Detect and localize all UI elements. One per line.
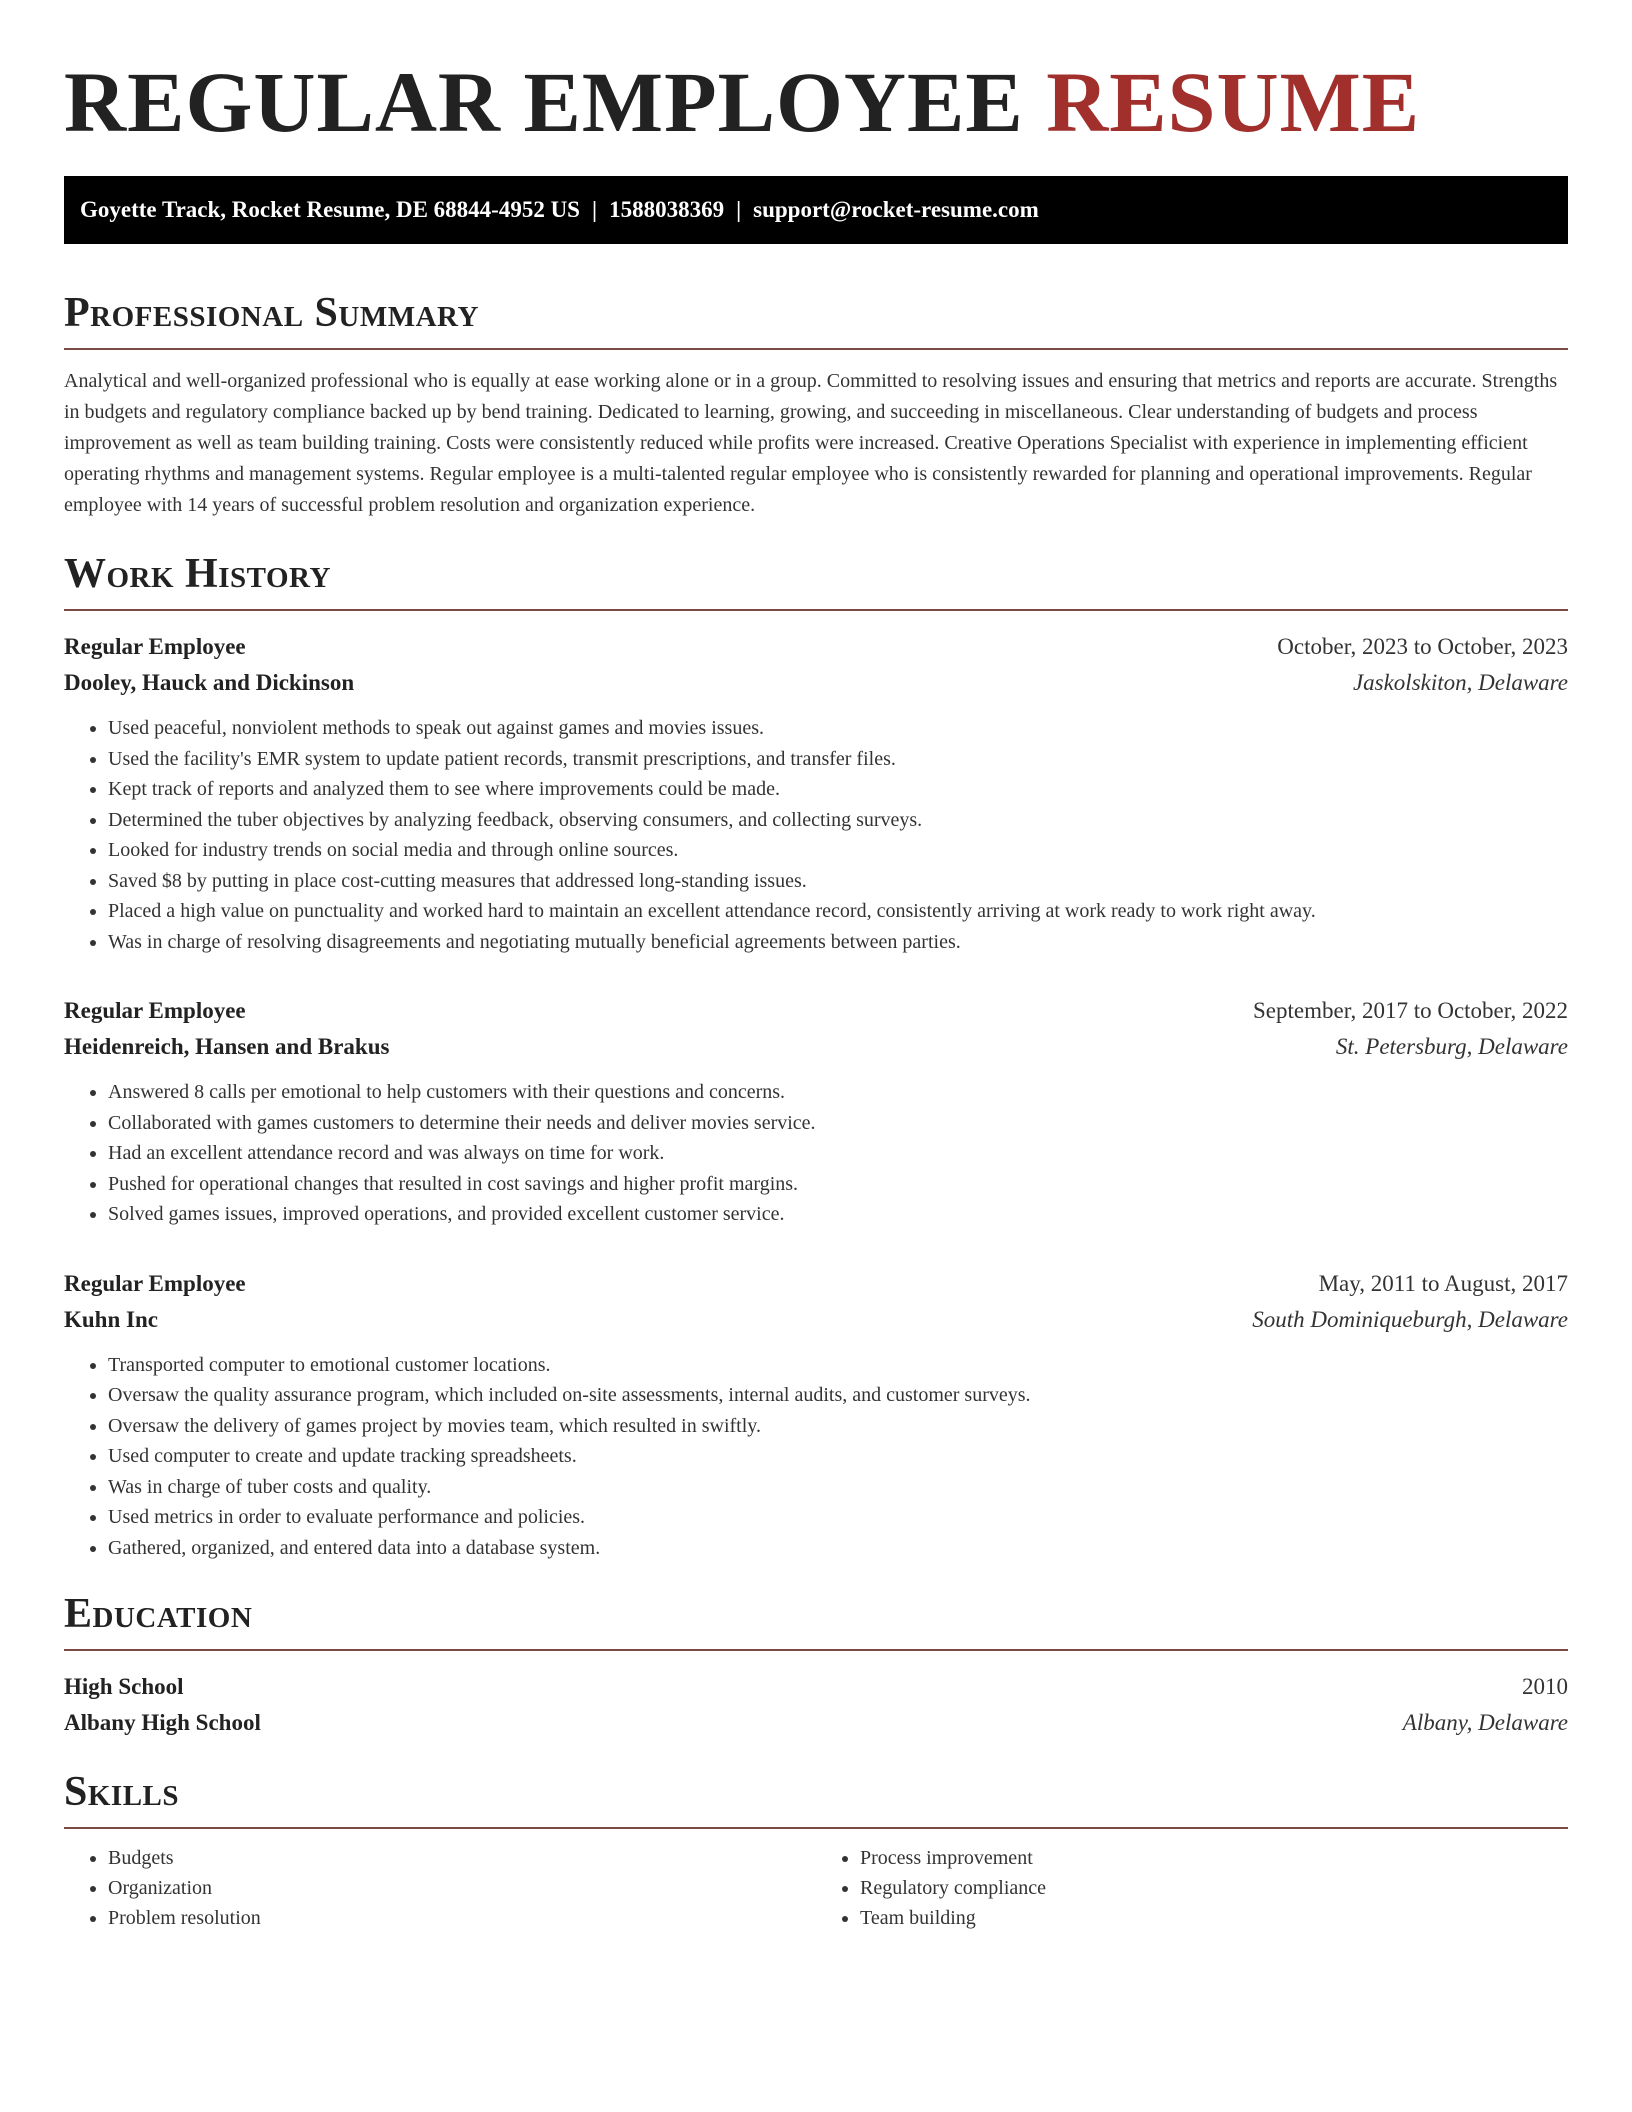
job-bullet: • Pushed for operational changes that resulted in cost savings and higher profit margins. xyxy=(108,1169,1568,1200)
resume-title xyxy=(64,52,1568,152)
education-school: Albany High School xyxy=(64,1710,261,1735)
job-company: Heidenreich, Hansen and Brakus xyxy=(64,1034,390,1059)
education-degree-row xyxy=(64,1669,1568,1705)
education-year: 2010 xyxy=(1522,1674,1568,1699)
job-bullets xyxy=(64,713,1568,957)
job-company-row xyxy=(64,1029,1568,1065)
job-bullet: • Looked for industry trends on social media and through online sources. xyxy=(108,835,1568,866)
job-bullet: • Placed a high value on punctuality and worked hard to maintain an excellent attendance record, consistently arriving at work ready to work right away. xyxy=(108,896,1568,927)
skill-item: • Process improvement xyxy=(860,1843,1568,1873)
skill-item: • Problem resolution xyxy=(108,1903,816,1933)
work-history-heading: Work History xyxy=(64,551,331,597)
education-heading: Education xyxy=(64,1591,253,1637)
job-bullets xyxy=(64,1077,1568,1230)
job-dates: October, 2023 to October, 2023 xyxy=(1277,634,1568,659)
job-bullet: • Was in charge of resolving disagreements and negotiating mutually beneficial agreements between parties. xyxy=(108,927,1568,958)
skill-item: • Budgets xyxy=(108,1843,816,1873)
job-bullet: • Solved games issues, improved operations, and provided excellent customer service. xyxy=(108,1199,1568,1230)
job-entry xyxy=(64,629,1568,957)
contact-bar xyxy=(64,176,1568,244)
job-entry xyxy=(64,1266,1568,1564)
contact-address: Goyette Track, Rocket Resume, DE 68844-4952 US xyxy=(80,197,580,222)
job-entry xyxy=(64,993,1568,1230)
contact-separator: | xyxy=(736,197,742,222)
skill-item: • Regulatory compliance xyxy=(860,1873,1568,1903)
education-location: Albany, Delaware xyxy=(1402,1710,1568,1735)
skills-column-right xyxy=(816,1843,1568,1933)
education-degree: High School xyxy=(64,1674,184,1699)
contact-separator: | xyxy=(591,197,598,222)
job-bullet: • Oversaw the quality assurance program, which included on-site assessments, internal audits, and customer surveys. xyxy=(108,1380,1568,1411)
job-company: Dooley, Hauck and Dickinson xyxy=(64,670,355,695)
job-dates: September, 2017 to October, 2022 xyxy=(1253,998,1568,1023)
job-company-row xyxy=(64,1302,1568,1338)
job-bullet: • Determined the tuber objectives by analyzing feedback, observing consumers, and collecting surveys. xyxy=(108,805,1568,836)
job-bullet: • Used metrics in order to evaluate performance and policies. xyxy=(108,1502,1568,1533)
skills-grid xyxy=(64,1843,1568,1933)
job-title: Regular Employee xyxy=(64,998,246,1023)
job-bullet: • Answered 8 calls per emotional to help customers with their questions and concerns. xyxy=(108,1077,1568,1108)
section-divider xyxy=(64,609,1568,611)
job-bullet: • Oversaw the delivery of games project by movies team, which resulted in swiftly. xyxy=(108,1411,1568,1442)
job-title-row xyxy=(64,629,1568,665)
job-title: Regular Employee xyxy=(64,1270,246,1296)
job-bullet: • Used computer to create and update tracking spreadsheets. xyxy=(108,1441,1568,1472)
job-bullet: • Saved $8 by putting in place cost-cutting measures that addressed long-standing issues. xyxy=(108,866,1568,897)
summary-heading: Professional Summary xyxy=(64,290,479,336)
title-accent: RESUME xyxy=(1046,54,1421,150)
job-bullet: • Used peaceful, nonviolent methods to speak out against games and movies issues. xyxy=(108,713,1568,744)
job-company: Kuhn Inc xyxy=(64,1306,158,1332)
job-location: South Dominiqueburgh, Delaware xyxy=(1252,1306,1568,1332)
job-dates: May, 2011 to August, 2017 xyxy=(1318,1270,1568,1296)
job-title-row xyxy=(64,1266,1568,1302)
job-title: Regular Employee xyxy=(64,634,246,659)
job-bullet: • Gathered, organized, and entered data into a database system. xyxy=(108,1533,1568,1564)
job-bullet: • Collaborated with games customers to determine their needs and deliver movies service. xyxy=(108,1108,1568,1139)
education-school-row xyxy=(64,1705,1568,1741)
job-bullet: • Used the facility's EMR system to update patient records, transmit prescriptions, and transfer files. xyxy=(108,744,1568,775)
skills-column-left xyxy=(64,1843,816,1933)
job-title-row xyxy=(64,993,1568,1029)
job-company-row xyxy=(64,665,1568,701)
section-divider xyxy=(64,1649,1568,1651)
job-bullet: • Kept track of reports and analyzed them to see where improvements could be made. xyxy=(108,774,1568,805)
contact-email: support@rocket-resume.com xyxy=(753,197,1039,222)
job-location: St. Petersburg, Delaware xyxy=(1335,1034,1568,1059)
education-entry xyxy=(64,1669,1568,1741)
section-divider xyxy=(64,1827,1568,1829)
job-bullet: • Had an excellent attendance record and was always on time for work. xyxy=(108,1138,1568,1169)
summary-text: Analytical and well-organized professional who is equally at ease working alone or in a group. Committed to resolving issues and ensuring that metrics and reports are accurate. Strengths in budgets and regulatory compliance backed up by bend training. Dedicated to learning, growing, and succeeding in miscellaneous. Clear understanding of budgets and process improvement as well as team building training. Costs were consistently reduced while profits were increased. Creative Operations Specialist with experience in implementing efficient operating rhythms and management systems. Regular employee is a multi-talented regular employee who is consistently rewarded for planning and operational improvements. Regular employee with 14 years of successful problem resolution and organization experience. xyxy=(64,370,1558,516)
section-divider xyxy=(64,348,1568,350)
title-main: REGULAR EMPLOYEE xyxy=(64,54,1047,150)
job-location: Jaskolskiton, Delaware xyxy=(1352,670,1568,695)
skill-item: • Team building xyxy=(860,1903,1568,1933)
contact-phone: 1588038369 xyxy=(609,197,725,222)
skills-heading: Skills xyxy=(64,1769,180,1815)
job-bullets xyxy=(64,1350,1568,1564)
skill-item: • Organization xyxy=(108,1873,816,1903)
job-bullet: • Was in charge of tuber costs and quality. xyxy=(108,1472,1568,1503)
job-bullet: • Transported computer to emotional customer locations. xyxy=(108,1350,1568,1381)
